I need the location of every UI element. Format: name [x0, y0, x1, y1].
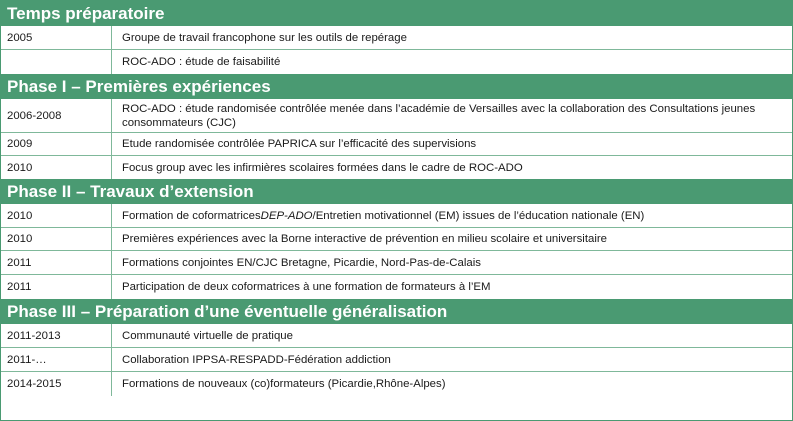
table-row	[1, 324, 792, 348]
description-cell: Formations de nouveaux (co)formateurs (Picardie,Rhône-Alpes)	[122, 378, 446, 390]
year-cell: 2011	[1, 275, 112, 299]
year-cell: 2006-2008	[1, 99, 112, 132]
section-temps-preparatoire	[1, 26, 792, 74]
description-cell: Groupe de travail francophone sur les outils de repérage	[122, 31, 407, 44]
table-row	[1, 99, 792, 133]
year-cell	[1, 50, 112, 74]
year-cell: 2010	[1, 228, 112, 250]
table-row	[1, 275, 792, 299]
description-cell: ROC-ADO : étude de faisabilité	[122, 56, 281, 68]
year-cell: 2005	[1, 26, 112, 49]
year-cell: 2010	[1, 156, 112, 179]
table-row	[1, 228, 792, 251]
section-title-phase-1: Phase I – Premières expériences	[1, 74, 792, 99]
year-cell: 2011	[1, 251, 112, 274]
description-text-before: Formation de coformatrices	[122, 209, 261, 222]
year-cell: 2011-…	[1, 348, 112, 371]
table-row	[1, 26, 792, 50]
table-row	[1, 133, 792, 156]
section-phase-2	[1, 204, 792, 299]
description-cell: Communauté virtuelle de pratique	[122, 329, 293, 342]
section-phase-3	[1, 324, 792, 396]
description-cell	[112, 204, 792, 227]
description-cell: ROC-ADO : étude randomisée contrôlée menée dans l’académie de Versailles avec la collaboration des Consultations jeunes consommateurs (CJC)	[122, 102, 756, 129]
table-row	[1, 204, 792, 228]
section-title-phase-3: Phase III – Préparation d’une éventuelle généralisation	[1, 299, 792, 324]
description-cell: Focus group avec les infirmières scolaires formées dans le cadre de ROC-ADO	[122, 161, 523, 174]
table-row	[1, 50, 792, 74]
table-row	[1, 251, 792, 275]
table-row	[1, 156, 792, 179]
table-row	[1, 348, 792, 372]
year-cell: 2011-2013	[1, 324, 112, 347]
description-cell: Etude randomisée contrôlée PAPRICA sur l’efficacité des supervisions	[122, 138, 477, 150]
section-phase-1	[1, 99, 792, 179]
year-cell: 2010	[1, 204, 112, 227]
year-cell: 2009	[1, 133, 112, 155]
table-row	[1, 372, 792, 396]
description-cell: Premières expériences avec la Borne interactive de prévention en milieu scolaire et universitaire	[122, 233, 607, 245]
description-cell: Collaboration IPPSA-RESPADD-Fédération addiction	[122, 353, 391, 366]
description-text-after: /Entretien motivationnel (EM) issues de l’éducation nationale (EN)	[312, 209, 645, 222]
description-cell: Participation de deux coformatrices à une formation de formateurs à l’EM	[122, 281, 491, 293]
section-title-phase-2: Phase II – Travaux d’extension	[1, 179, 792, 204]
section-title-temps-preparatoire: Temps préparatoire	[1, 1, 792, 26]
year-cell: 2014-2015	[1, 372, 112, 396]
description-cell: Formations conjointes EN/CJC Bretagne, Picardie, Nord-Pas-de-Calais	[122, 256, 481, 269]
description-text-emphasis: DEP-ADO	[260, 209, 313, 222]
